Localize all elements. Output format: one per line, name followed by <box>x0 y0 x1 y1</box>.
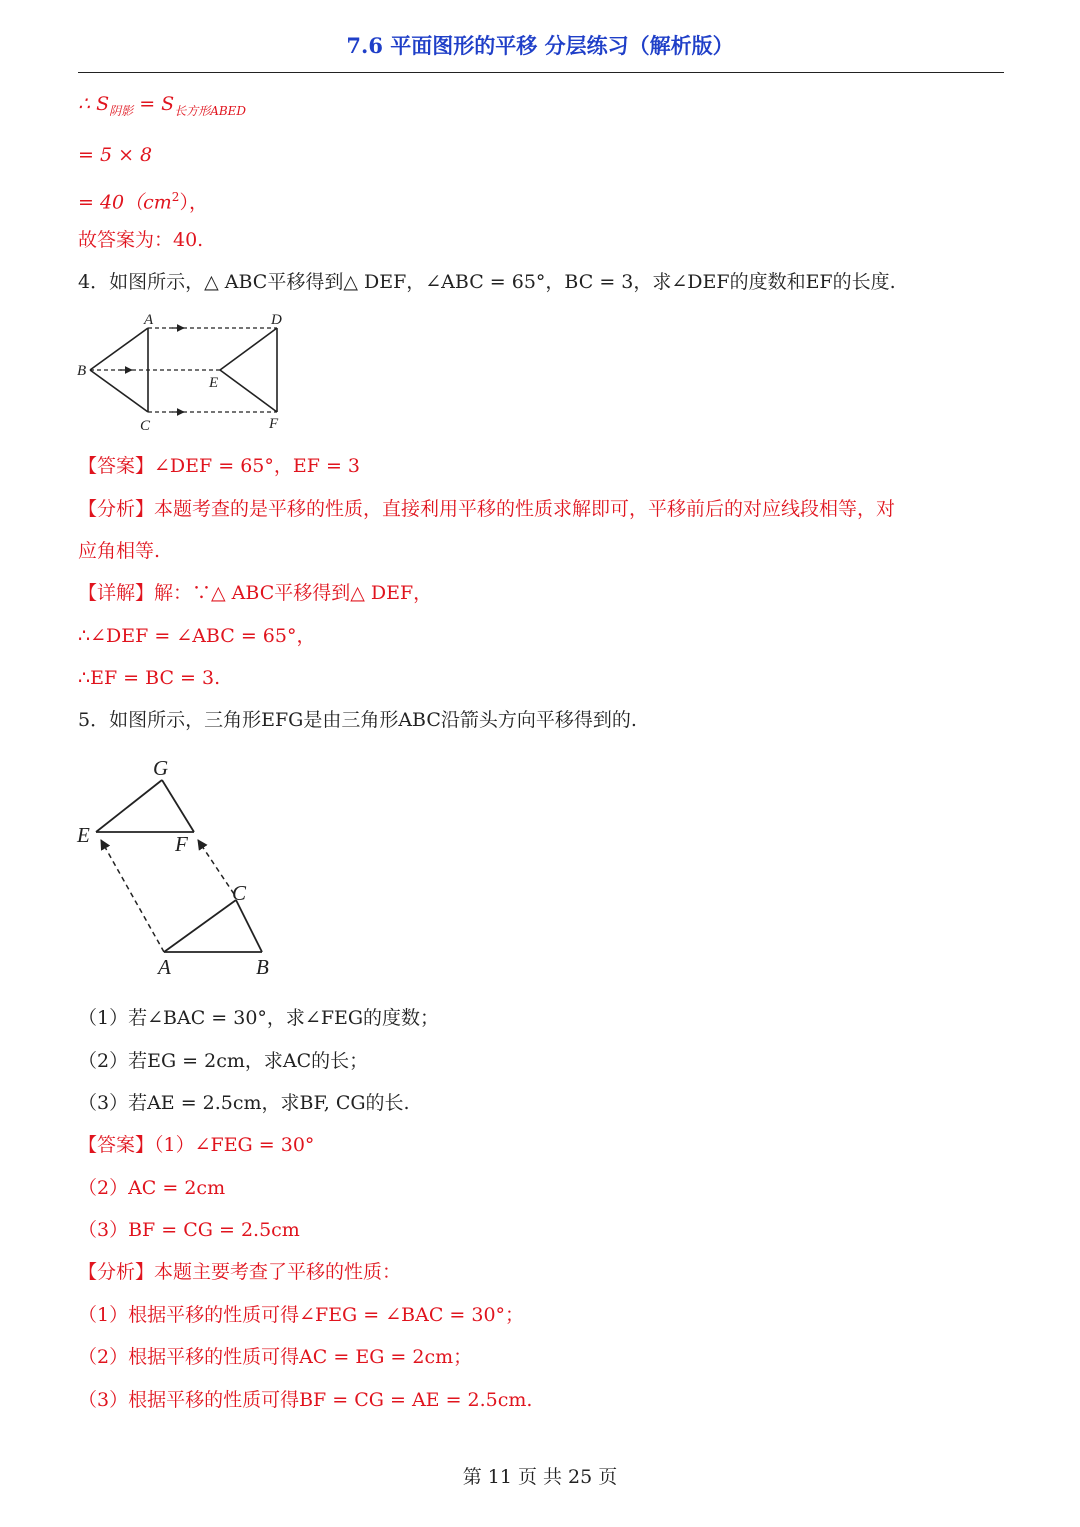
segment-ef <box>220 370 277 412</box>
label-d: D <box>271 312 282 328</box>
solution-line-4: 故答案为：40. <box>78 229 204 251</box>
text-span: = S <box>133 93 175 115</box>
label-b: B <box>77 363 87 379</box>
subscript: 长方形ABED <box>174 103 247 118</box>
analysis-5: 【分析】本题主要考查了平移的性质： <box>78 1261 402 1283</box>
segment-ab <box>90 328 148 370</box>
question-5-part-2: （2）若EG = 2cm，求AC的长； <box>78 1050 369 1072</box>
segment-ed <box>220 328 277 370</box>
question-4: 4．如图所示，△ ABC平移得到△ DEF，∠ABC = 65°，BC = 3，求∠DEF的度数和EF的长度. <box>78 271 896 293</box>
answer-5-part-2: （2）AC = 2cm <box>78 1177 226 1199</box>
dashed-arrow-cf <box>198 840 234 894</box>
text-span: ∴ S <box>78 93 110 115</box>
figure-1-translation <box>74 308 294 436</box>
label-f: F <box>175 832 188 856</box>
label-c: C <box>232 881 247 905</box>
text-span: ）， <box>179 191 208 214</box>
text-span: = 40（cm <box>78 191 172 214</box>
subscript: 阴影 <box>109 103 134 118</box>
page-footer: 第 11 页 共 25 页 <box>462 1466 618 1488</box>
label-f: F <box>269 416 279 432</box>
figure-2-translation <box>74 752 284 982</box>
header-rule <box>78 72 1004 73</box>
question-5: 5．如图所示，三角形EFG是由三角形ABC沿箭头方向平移得到的. <box>78 709 637 731</box>
page-header-title: 7.6 平面图形的平移 分层练习（解析版） <box>346 33 734 58</box>
segment-eg <box>96 780 162 832</box>
label-c: C <box>140 418 151 434</box>
label-e: E <box>209 375 219 391</box>
segment-cb <box>236 900 262 952</box>
segment-ac <box>164 900 236 952</box>
analysis-5-part-1: （1）根据平移的性质可得∠FEG = ∠BAC = 30°； <box>78 1304 525 1326</box>
label-a: A <box>144 312 154 328</box>
detail-4-line-2: ∴∠DEF = ∠ABC = 65°， <box>78 625 316 647</box>
answer-5-part-1: 【答案】（1）∠FEG = 30° <box>78 1134 315 1156</box>
solution-line-3 <box>78 183 208 216</box>
superscript: 2 <box>171 190 180 204</box>
label-e: E <box>77 823 90 847</box>
detail-4-line-3: ∴EF = BC = 3. <box>78 667 221 689</box>
analysis-4-line-2: 应角相等. <box>78 540 161 562</box>
solution-line-1 <box>78 90 246 125</box>
segment-gf <box>162 780 194 832</box>
answer-4: 【答案】∠DEF = 65°，EF = 3 <box>78 455 361 477</box>
segment-bc <box>90 370 148 412</box>
solution-line-2: = 5 × 8 <box>78 144 153 166</box>
analysis-5-part-3: （3）根据平移的性质可得BF = CG = AE = 2.5cm. <box>78 1389 533 1411</box>
answer-5-part-3: （3）BF = CG = 2.5cm <box>78 1219 300 1241</box>
question-5-part-1: （1）若∠BAC = 30°，求∠FEG的度数； <box>78 1007 440 1029</box>
label-a: A <box>158 955 171 979</box>
analysis-4-line-1: 【分析】本题考查的是平移的性质，直接利用平移的性质求解即可，平移前后的对应线段相等，对 <box>78 498 896 520</box>
label-g: G <box>153 756 169 780</box>
analysis-5-part-2: （2）根据平移的性质可得AC = EG = 2cm； <box>78 1346 473 1368</box>
question-5-part-3: （3）若AE = 2.5cm，求BF, CG的长. <box>78 1092 410 1114</box>
detail-4-line-1: 【详解】解：∵△ ABC平移得到△ DEF， <box>78 582 433 604</box>
label-b: B <box>256 955 269 979</box>
dashed-arrow-ae <box>101 840 164 952</box>
